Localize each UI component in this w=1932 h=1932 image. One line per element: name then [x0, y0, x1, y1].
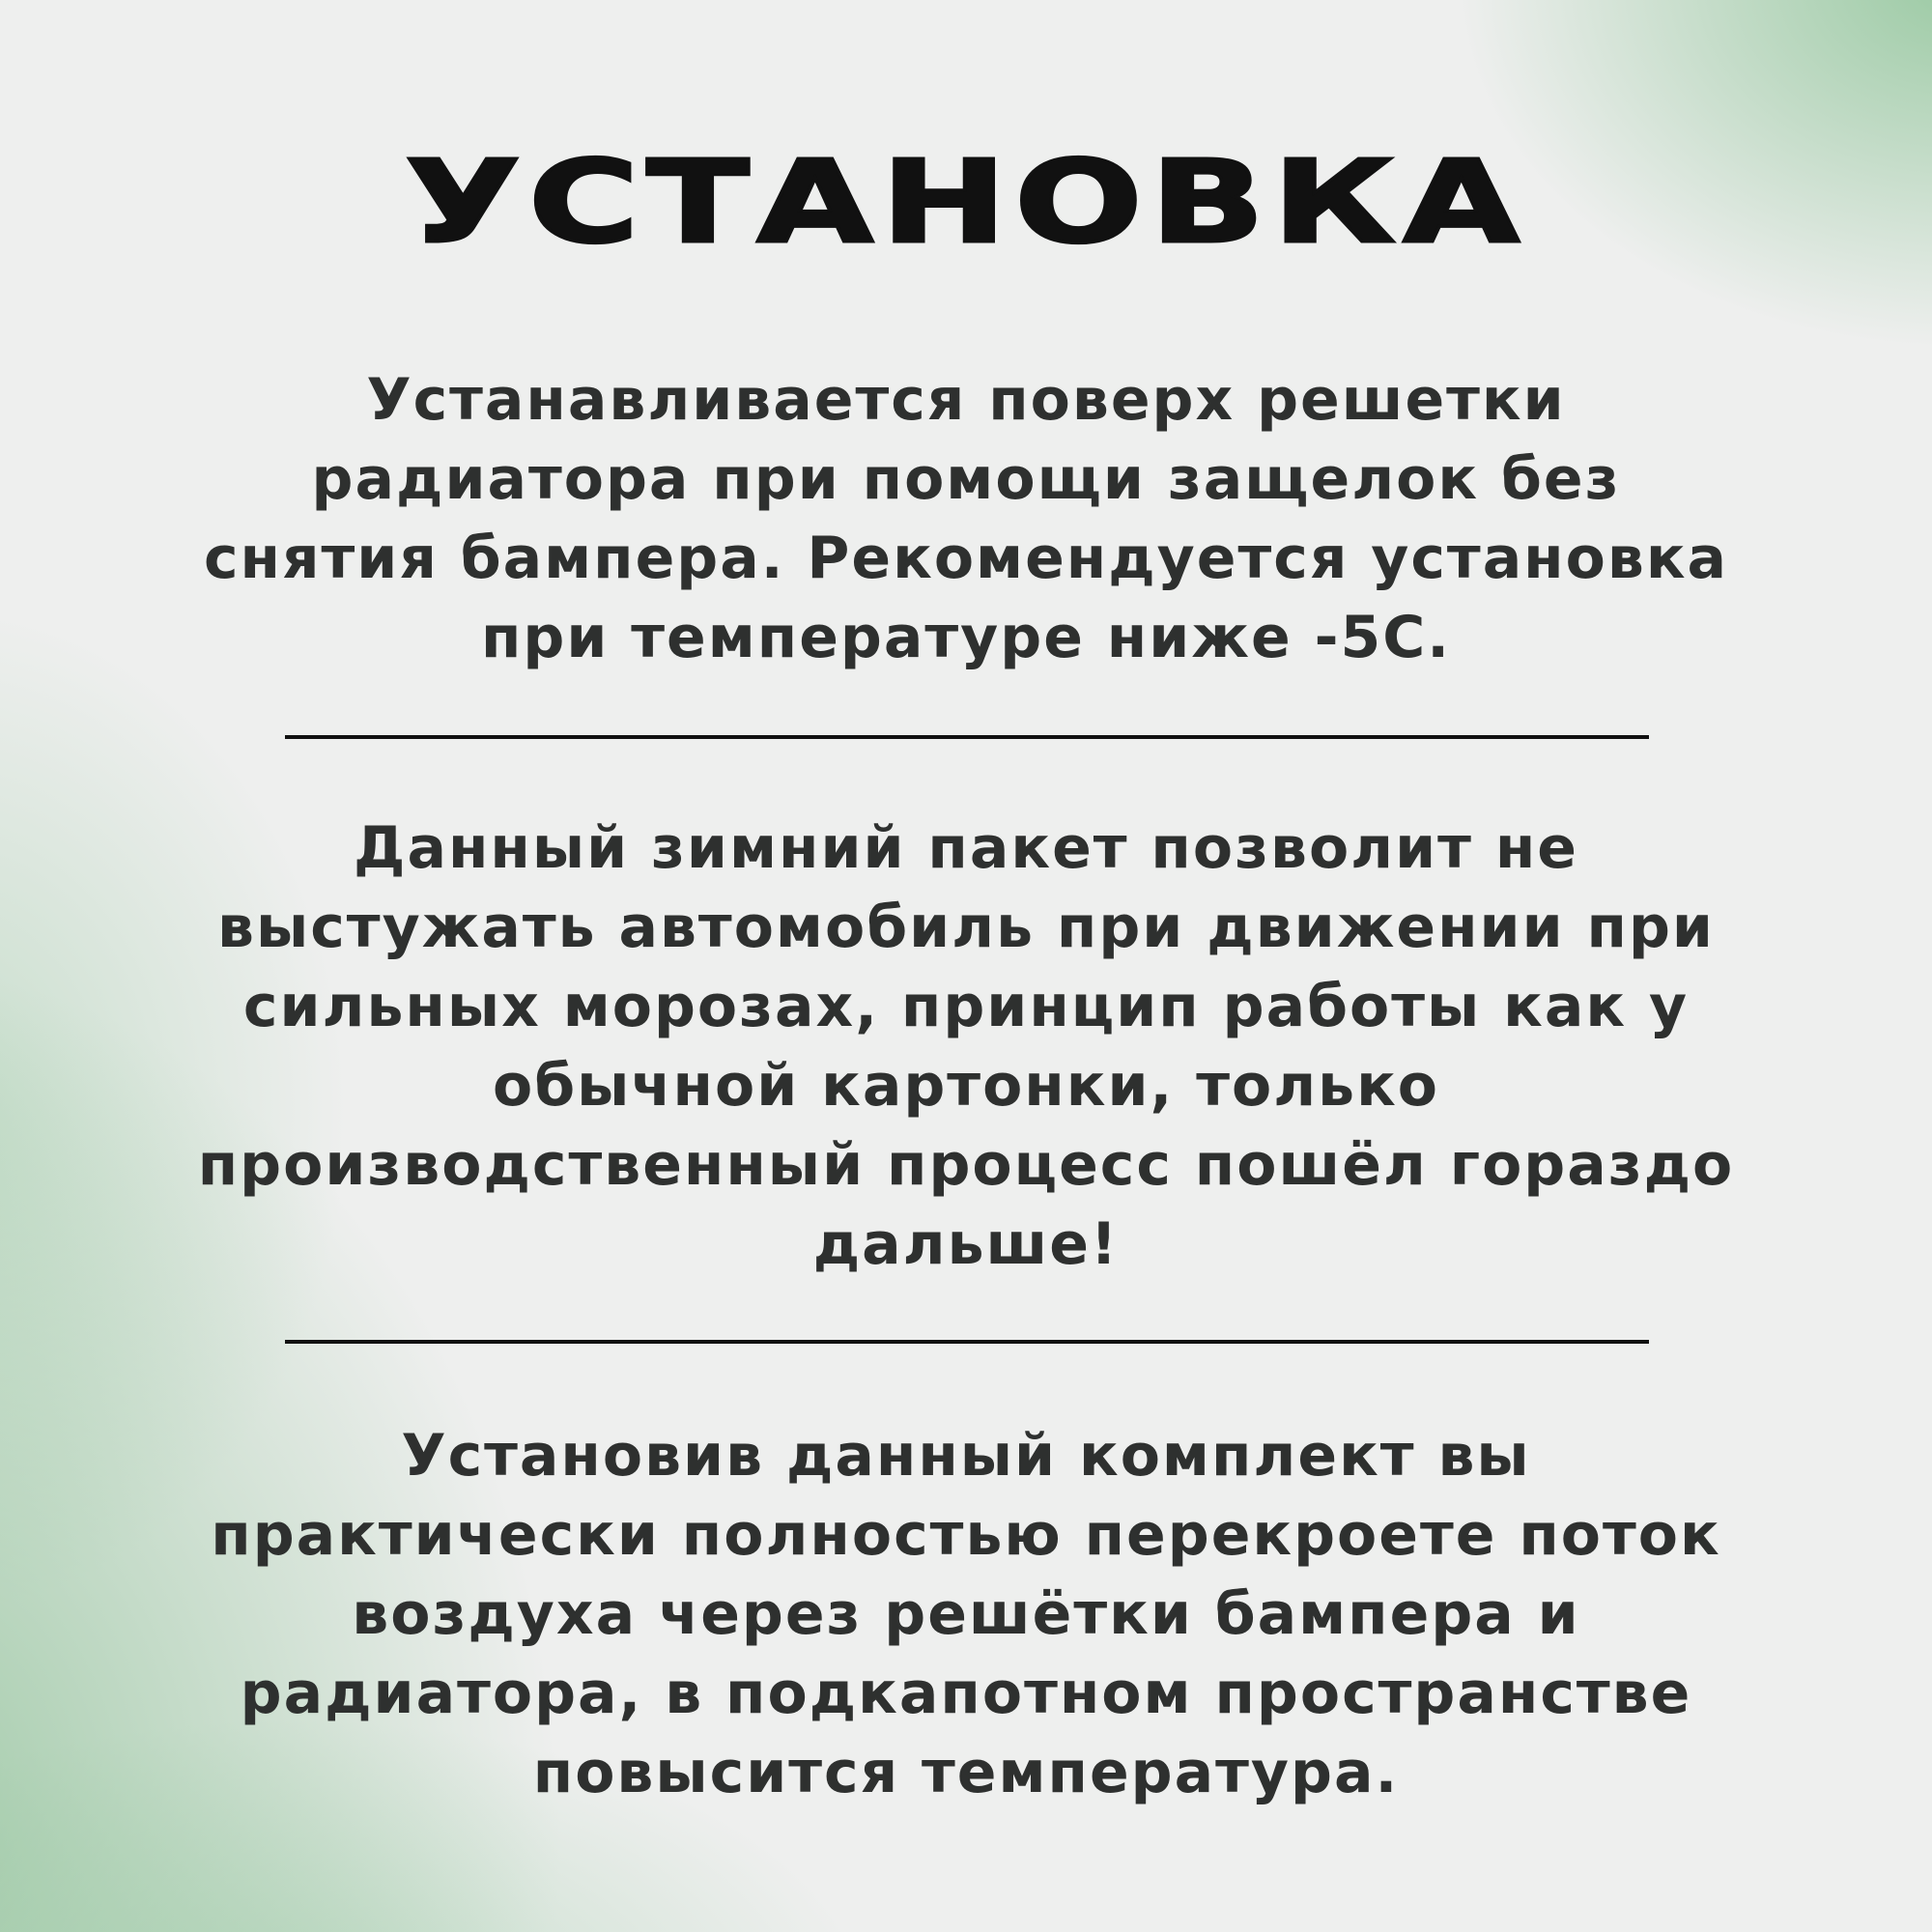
paragraph-installation: Устанавливается поверх решетки радиатора при помощи защелок без снятия бампера. Рекомендуется установка при температуре ниже -5С.: [203, 366, 1729, 671]
paragraph-winter-package: Данный зимний пакет позволит не выстужать автомобиль при движении при сильных морозах, принцип работы как у обычной картонки, только производственный процесс пошёл гораздо дальше!: [197, 814, 1735, 1278]
divider: [285, 1340, 1649, 1344]
paragraph-airflow: Установив данный комплект вы практически полностью перекроете поток воздуха через решётки бампера и радиатора, в подкапотном пространстве повысится температура.: [211, 1422, 1721, 1806]
page-title: УСТАНОВКА: [405, 135, 1527, 269]
divider: [285, 735, 1649, 739]
